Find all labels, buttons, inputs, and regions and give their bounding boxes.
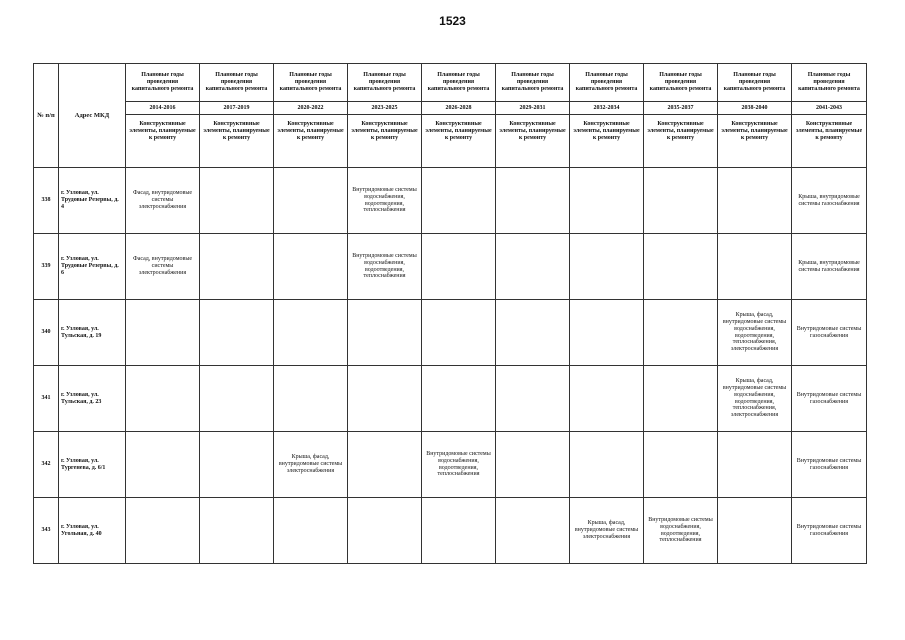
repair-elements-cell	[496, 432, 570, 498]
period-years: 2035-2037	[644, 102, 718, 115]
repair-elements-cell	[200, 234, 274, 300]
repair-elements-cell	[496, 300, 570, 366]
period-title: Плановые годы проведения капитального ремонта	[348, 64, 422, 102]
repair-elements-cell: Внутридомовые системы водоснабжения, водоотведения, теплоснабжения	[348, 234, 422, 300]
repair-elements-cell	[496, 234, 570, 300]
repair-elements-cell: Внутридомовые системы водоснабжения, водоотведения, теплоснабжения	[348, 168, 422, 234]
period-title: Плановые годы проведения капитального ремонта	[496, 64, 570, 102]
period-years: 2026-2028	[422, 102, 496, 115]
repair-elements-cell	[126, 300, 200, 366]
period-years: 2041-2043	[792, 102, 867, 115]
row-number: 338	[34, 168, 59, 234]
repair-elements-cell: Внутридомовые системы газоснабжения	[792, 498, 867, 564]
repair-elements-cell: Крыша, внутридомовые системы газоснабжения	[792, 234, 867, 300]
repair-elements-cell	[644, 432, 718, 498]
repair-elements-cell: Фасад, внутридомовые системы электроснабжения	[126, 168, 200, 234]
repair-elements-cell	[644, 234, 718, 300]
repair-elements-cell	[718, 432, 792, 498]
repair-elements-cell	[570, 366, 644, 432]
repair-elements-cell: Внутридомовые системы газоснабжения	[792, 366, 867, 432]
repair-elements-cell	[126, 432, 200, 498]
repair-elements-cell: Крыша, фасад, внутридомовые системы водоснабжения, водоотведения, теплоснабжения, электроснабжения	[718, 300, 792, 366]
row-address: г. Узловая, ул. Тульская, д. 19	[59, 300, 126, 366]
repair-elements-cell	[200, 168, 274, 234]
repair-elements-cell	[348, 432, 422, 498]
period-elements-label: Конструктивные элементы, планируемые к ремонту	[644, 115, 718, 168]
repair-elements-cell	[348, 366, 422, 432]
repair-elements-cell: Внутридомовые системы газоснабжения	[792, 300, 867, 366]
period-years: 2014-2016	[126, 102, 200, 115]
repair-elements-cell: Крыша, фасад, внутридомовые системы электроснабжения	[570, 498, 644, 564]
repair-elements-cell	[422, 366, 496, 432]
repair-elements-cell	[422, 168, 496, 234]
period-title: Плановые годы проведения капитального ремонта	[422, 64, 496, 102]
repair-elements-cell	[274, 366, 348, 432]
repair-elements-cell: Крыша, фасад, внутридомовые системы водоснабжения, водоотведения, теплоснабжения, электроснабжения	[718, 366, 792, 432]
period-elements-label: Конструктивные элементы, планируемые к ремонту	[570, 115, 644, 168]
repair-elements-cell: Внутридомовые системы газоснабжения	[792, 432, 867, 498]
column-header-num: № п/п	[34, 64, 59, 168]
repair-elements-cell	[126, 366, 200, 432]
repair-elements-cell	[570, 234, 644, 300]
repair-elements-cell	[274, 498, 348, 564]
row-number: 342	[34, 432, 59, 498]
period-years: 2023-2025	[348, 102, 422, 115]
period-elements-label: Конструктивные элементы, планируемые к ремонту	[348, 115, 422, 168]
row-address: г. Узловая, ул. Угольная, д. 40	[59, 498, 126, 564]
repair-elements-cell	[644, 300, 718, 366]
repair-elements-cell	[274, 168, 348, 234]
repair-elements-cell	[422, 498, 496, 564]
period-title: Плановые годы проведения капитального ремонта	[126, 64, 200, 102]
table-row	[34, 168, 867, 234]
repair-elements-cell: Внутридомовые системы водоснабжения, водоотведения, теплоснабжения	[644, 498, 718, 564]
period-elements-label: Конструктивные элементы, планируемые к ремонту	[496, 115, 570, 168]
repair-elements-cell	[274, 234, 348, 300]
repair-elements-cell	[570, 432, 644, 498]
row-number: 339	[34, 234, 59, 300]
repair-elements-cell	[570, 300, 644, 366]
repair-elements-cell	[496, 168, 570, 234]
repair-elements-cell	[274, 300, 348, 366]
period-title: Плановые годы проведения капитального ремонта	[200, 64, 274, 102]
period-elements-label: Конструктивные элементы, планируемые к ремонту	[126, 115, 200, 168]
repair-elements-cell	[570, 168, 644, 234]
repair-elements-cell	[422, 300, 496, 366]
repair-elements-cell	[200, 366, 274, 432]
repair-elements-cell: Крыша, фасад, внутридомовые системы электроснабжения	[274, 432, 348, 498]
period-years: 2038-2040	[718, 102, 792, 115]
repair-elements-cell	[644, 366, 718, 432]
table-row	[34, 366, 867, 432]
period-title: Плановые годы проведения капитального ремонта	[274, 64, 348, 102]
table-row	[34, 300, 867, 366]
period-years: 2017-2019	[200, 102, 274, 115]
row-address: г. Узловая, ул. Тургенева, д. 6/1	[59, 432, 126, 498]
row-number: 341	[34, 366, 59, 432]
repair-elements-cell	[644, 168, 718, 234]
period-years: 2029-2031	[496, 102, 570, 115]
repair-elements-cell: Фасад, внутридомовые системы электроснабжения	[126, 234, 200, 300]
table-row	[34, 498, 867, 564]
period-elements-label: Конструктивные элементы, планируемые к ремонту	[718, 115, 792, 168]
repair-elements-cell	[718, 168, 792, 234]
period-title: Плановые годы проведения капитального ремонта	[792, 64, 867, 102]
period-title: Плановые годы проведения капитального ремонта	[570, 64, 644, 102]
row-address: г. Узловая, ул. Трудовые Резервы, д. 4	[59, 168, 126, 234]
table-row	[34, 234, 867, 300]
period-title: Плановые годы проведения капитального ремонта	[718, 64, 792, 102]
period-years: 2020-2022	[274, 102, 348, 115]
repair-elements-cell: Крыша, внутридомовые системы газоснабжения	[792, 168, 867, 234]
repair-elements-cell	[348, 498, 422, 564]
repair-elements-cell	[200, 300, 274, 366]
row-number: 343	[34, 498, 59, 564]
repair-elements-cell	[200, 432, 274, 498]
repair-elements-cell	[496, 498, 570, 564]
capital-repair-table	[33, 63, 867, 564]
repair-elements-cell	[718, 234, 792, 300]
repair-elements-cell	[348, 300, 422, 366]
repair-elements-cell	[126, 498, 200, 564]
period-elements-label: Конструктивные элементы, планируемые к ремонту	[274, 115, 348, 168]
repair-elements-cell	[200, 498, 274, 564]
page-number: 1523	[439, 14, 466, 28]
period-years: 2032-2034	[570, 102, 644, 115]
row-number: 340	[34, 300, 59, 366]
period-elements-label: Конструктивные элементы, планируемые к ремонту	[200, 115, 274, 168]
column-header-address: Адрес МКД	[59, 64, 126, 168]
period-title: Плановые годы проведения капитального ремонта	[644, 64, 718, 102]
row-address: г. Узловая, ул. Тульская, д. 23	[59, 366, 126, 432]
repair-elements-cell: Внутридомовые системы водоснабжения, водоотведения, теплоснабжения	[422, 432, 496, 498]
repair-elements-cell	[422, 234, 496, 300]
period-elements-label: Конструктивные элементы, планируемые к ремонту	[792, 115, 867, 168]
table-row	[34, 432, 867, 498]
period-elements-label: Конструктивные элементы, планируемые к ремонту	[422, 115, 496, 168]
repair-elements-cell	[718, 498, 792, 564]
row-address: г. Узловая, ул. Трудовые Резервы, д. 6	[59, 234, 126, 300]
repair-elements-cell	[496, 366, 570, 432]
